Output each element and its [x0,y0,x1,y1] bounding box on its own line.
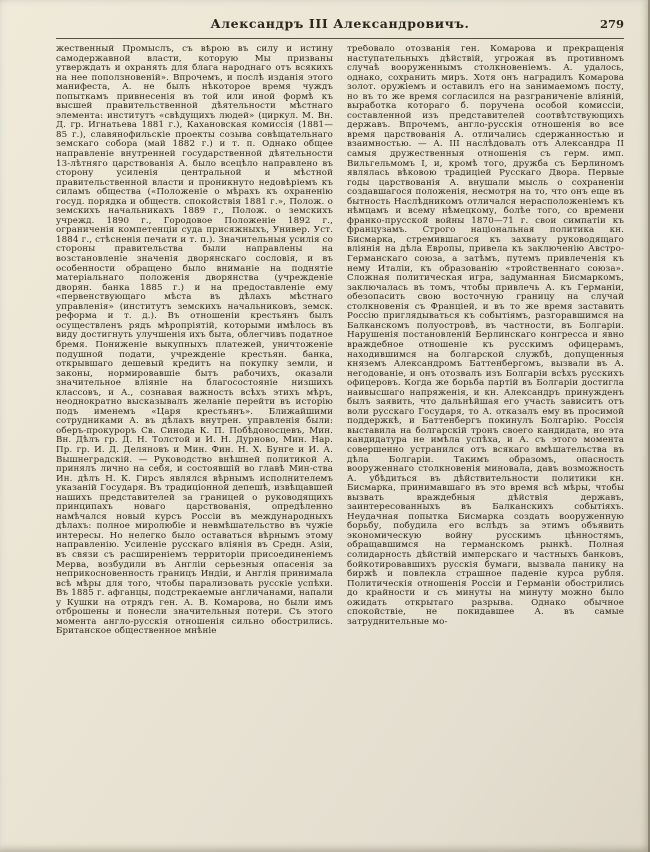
running-head-title: Александръ III Александровичъ. [210,16,470,31]
header-rule [56,38,624,39]
right-column-text: требовало отозванія ген. Комарова и прекращенія наступательныхъ дѣйствій, угрожая въ противномъ случаѣ вооруженнымъ столкновеніемъ. А. удалось, однако, сохранить миръ. Хотя онъ наградилъ Комарова золот. оружіемъ и оставилъ его на занимаемомъ посту, но въ то же время согласился на разграниченіе вліяній, выработка котораго б. поручена особой комиссіи, составленной изъ представителей соотвѣтствующихъ державъ. Впрочемъ, англо-русскія отношенія во все время царствованія А. отличались сдержанностью и взаимностью. — А. III наслѣдовалъ отъ Александра II самыя дружественныя отношенія съ герм. имп. Вильгельмомъ I, и, кромѣ того, дружба съ Берлиномъ являлась вѣковою традиціей Русскаго Двора. Первые годы царствованія А. внушали мысль о сохраненіи создавшагося положенія, несмотря на то, что онъ еще въ бытность Наслѣдникомъ отличался нерасположеніемъ къ нѣмцамъ и всему нѣмецкому, болѣе того, со времени франко-прусской войны 1870—71 г. свои симпатіи къ французамъ. Строго національная политика кн. Бисмарка, стремившагося къ захвату руководящаго вліянія на дѣла Европы, привела къ заключенію Австро-Германскаго союза, а затѣмъ, путемъ привлеченія къ нему Италіи, къ образованію «тройственнаго союза». Сложная политическая игра, задуманная Бисмаркомъ, заключалась въ томъ, чтобы привлечь А. къ Германіи, обезопасить свою восточную границу на случай столкновенія съ Франціей, и въ то же время заставить Россію приглядываться къ событіямъ, разгоравшимся на Балканскомъ полуостровѣ, въ частности, въ Болгаріи. Нарушенія постановленій Берлинскаго конгресса и явно враждебное отношеніе къ русскимъ офицерамъ, находившимся на болгарской службѣ, допущенныя княземъ Александромъ Баттенбергомъ, вызвали въ А. негодованіе, и онъ отозвалъ изъ Болгаріи всѣхъ русскихъ офицеровъ. Когда же борьба партій въ Болгаріи достигла наивысшаго напряженія, и кн. Александръ принужденъ былъ заявить, что дальнѣйшая его участь зависитъ отъ воли русскаго Государя, то А. отказалъ ему въ просимой поддержкѣ, и Баттенбергъ покинулъ Болгарію. Россія выставила на болгарскій тронъ своего кандидата, но эта кандидатура не имѣла успѣха, и А. съ этого момента совершенно устранился отъ всякаго вмѣшательства въ дѣла Болгаріи. Такимъ образомъ, опасность вооруженнаго столкновенія миновала, давъ возможность А. убѣдиться въ дѣйствительности политики кн. Бисмарка, принимавшаго въ это время всѣ мѣры, чтобы вызвать враждебныя дѣйствія державъ, заинтересованныхъ въ Балканскихъ событіяхъ. Неудачная попытка Бисмарка создать вооруженную борьбу, побудила его вслѣдъ за этимъ объявить экономическую войну русскимъ цѣнностямъ, обращавшимся на германскомъ рынкѣ. Полная солидарность дѣйствій имперскаго и частныхъ банковъ, бойкотировавшихъ русскія бумаги, вызвала панику на биржѣ и повлекла страшное паденіе курса рубля. Политическія отношенія Россіи и Германіи обострились до крайности и съ минуты на минуту можно было ожидать открытаго разрыва. Однако обычное спокойствіе, не покидавшее А. въ самые затруднительные мо- [347,45,624,627]
page-number: 279 [599,17,624,31]
left-column-text: жественный Промыслъ, съ вѣрою въ силу и истину самодержавной власти, которую Мы призваны утверждать и охранять для блага народнаго отъ всякихъ на нее поползновеній». Впрочемъ, и послѣ изданія этого манифеста, А. не былъ нѣкоторое время чуждъ попыткамъ привнесенія въ той или иной формѣ къ высшей правительственной дѣятельности мѣстнаго элемента: институтъ «свѣдущихъ людей» (циркул. М. Вн. Д. гр. Игнатьева 1881 г.), Кахановская комиссія (1881—85 г.), славянофильскіе проекты созыва совѣщательнаго земскаго собора (май 1882 г.) и т. п. Однако общее направленіе внутренней государственной дѣятельности 13-лѣтняго царствованія А. было всецѣло направлено въ сторону усиленія центральной и мѣстной правительственной власти и проникнуто недовѣріемъ къ силамъ общества («Положеніе о мѣрахъ къ охраненію госуд. порядка и обществ. спокойствія 1881 г.», Полож. о земскихъ начальникахъ 1889 г., Полож. о земскихъ учрежд. 1890 г., Городовое Положеніе 1892 г., ограниченія компетенціи суда присяжныхъ, Универ. Уст. 1884 г., стѣсненія печати и т. п.). Значительныя усилія со стороны правительства были направлены на возстановленіе значенія дворянскаго сословія, и въ особенности обращено было вниманіе на поднятіе матеріальнаго положенія дворянства (учрежденіе дворян. банка 1885 г.) и на предоставленіе ему «первенствующаго мѣста въ дѣлахъ мѣстнаго управленія» (институтъ земскихъ начальниковъ, земск. реформа и т. д.). Въ отношеніи крестьянъ былъ осуществленъ рядъ мѣропріятій, которыми имѣлось въ виду достигнуть улучшенія ихъ быта, облегчивъ податное бремя. Пониженіе выкупныхъ платежей, уничтоженіе подушной подати, учрежденіе крестьян. банка, открывшаго дешевый кредитъ на покупку земли, и законы, нормировавшіе бытъ рабочихъ, оказали значительное вліяніе на благосостояніе низшихъ классовъ, и А., сознавая важность всѣхъ этихъ мѣръ, неоднократно высказывалъ желаніе перейти въ исторію подъ именемъ «Царя крестьянъ». Ближайшими сотрудниками А. въ дѣлахъ внутрен. управленія были: оберъ-прокуроръ Св. Синода К. П. Побѣдоносцевъ, Мин. Вн. Дѣлъ гр. Д. Н. Толстой и И. Н. Дурново, Мин. Нар. Пр. гр. И. Д. Деляновъ и Мин. Фин. Н. Х. Бунге и И. А. Вышнеградскій. — Руководство внѣшней политикой А. принялъ лично на себя, и состоявшій во главѣ Мин-ства Ин. дѣлъ Н. К. Гирсъ являлся вѣрнымъ исполнителемъ указаній Государя. Въ традиціонной депешѣ, извѣщавшей нашихъ представителей за границей о руководящихъ принципахъ новаго царствованія, опредѣленно намѣчался новый курсъ Россіи въ международныхъ дѣлахъ: полное миролюбіе и невмѣшательство въ чужіе интересы. Но нелегко было оставаться вѣрнымъ этому направленію. Усиленіе русскаго вліянія въ Средн. Азіи, въ связи съ расширеніемъ территоріи присоединеніемъ Мерва, возбудили въ Англіи серьезныя опасенія за неприкосновенность границъ Индіи, и Англія принимала всѣ мѣры для того, чтобы парализовать русскіе успѣхи. Въ 1885 г. афганцы, подстрекаемые англичанами, напали у Кушки на отрядъ ген. А. В. Комарова, но были имъ отброшены и понесли значительныя потери. Съ этого момента англо-русскія отношенія сильно обострились. Британское общественное мнѣніе [56,45,333,637]
text-columns [56,45,624,841]
page-header [56,16,624,36]
